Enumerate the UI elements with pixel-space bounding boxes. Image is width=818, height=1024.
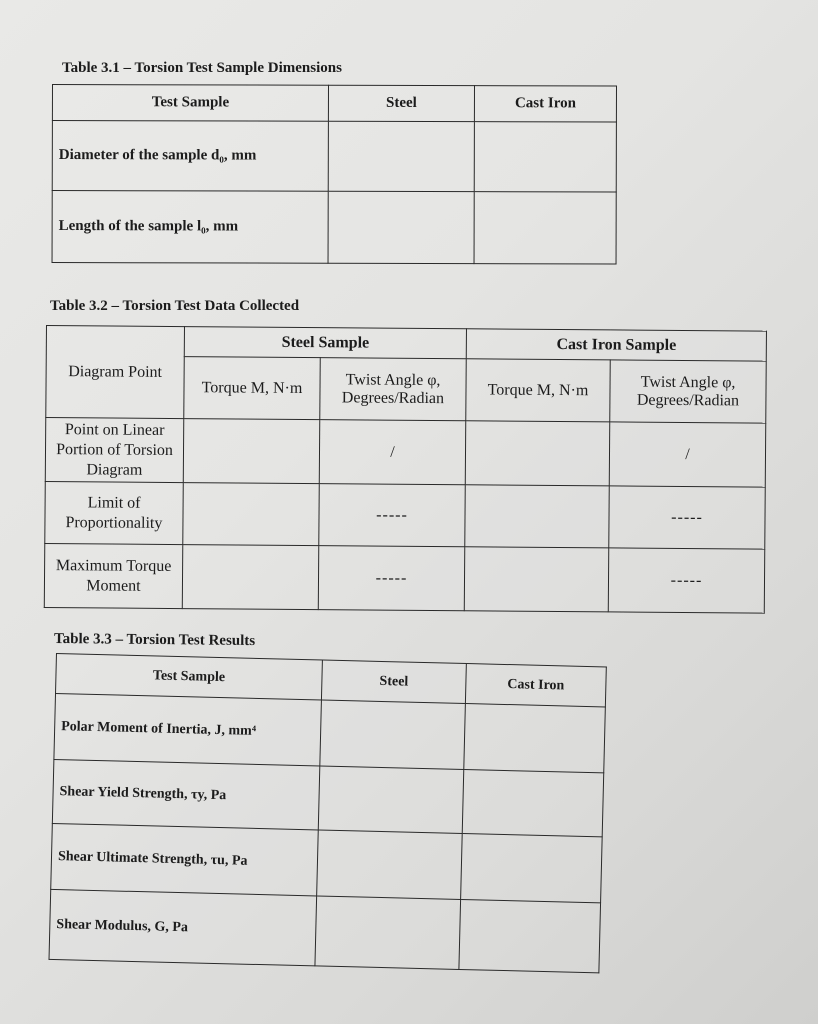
cell-proportionality-iron-torque[interactable] — [465, 485, 609, 548]
cell-modulus-cast-iron[interactable] — [459, 899, 601, 972]
header-iron-twist: Twist Angle φ, Degrees/Radian — [610, 360, 766, 423]
table2-caption: Table 3.2 – Torsion Test Data Collected — [50, 298, 300, 314]
row-polar-moment-label: Polar Moment of Inertia, J, mm⁴ — [54, 694, 322, 766]
cell-linear-steel-twist[interactable]: / — [319, 420, 466, 485]
row-max-torque-label: Maximum Torque Moment — [44, 543, 182, 608]
header-cast-iron: Cast Iron — [474, 86, 616, 122]
header-results-test-sample: Test Sample — [56, 654, 323, 700]
cell-linear-iron-twist[interactable]: / — [609, 422, 765, 487]
cell-proportionality-steel-twist: ----- — [319, 484, 465, 547]
row-shear-yield-label: Shear Yield Strength, τy, Pa — [52, 759, 319, 829]
cell-diameter-cast-iron[interactable] — [474, 122, 616, 192]
cell-max-iron-twist: ----- — [608, 548, 764, 613]
header-results-steel: Steel — [321, 660, 466, 704]
cell-linear-steel-torque[interactable] — [183, 419, 319, 484]
cell-max-steel-torque[interactable] — [182, 545, 318, 610]
row-shear-ultimate-label: Shear Ultimate Strength, τu, Pa — [51, 823, 319, 895]
cell-proportionality-iron-twist: ----- — [609, 486, 765, 549]
header-results-cast-iron: Cast Iron — [465, 664, 606, 707]
row-diameter-label: Diameter of the sample d₀, mm — [52, 121, 328, 192]
header-diagram-point: Diagram Point — [46, 326, 185, 419]
cell-linear-iron-torque[interactable] — [465, 421, 609, 486]
cell-max-iron-torque[interactable] — [464, 547, 608, 612]
cell-max-steel-twist: ----- — [318, 546, 465, 611]
header-steel-torque: Torque M, N·m — [184, 357, 320, 420]
table3-caption: Table 3.3 – Torsion Test Results — [53, 630, 256, 650]
header-steel: Steel — [328, 85, 474, 121]
cell-length-steel[interactable] — [328, 191, 474, 263]
cell-proportionality-steel-torque[interactable] — [183, 483, 319, 546]
cell-ultimate-cast-iron[interactable] — [461, 833, 603, 902]
row-length-label: Length of the sample l₀, mm — [52, 191, 328, 264]
cell-polar-steel[interactable] — [320, 700, 466, 769]
cell-polar-cast-iron[interactable] — [464, 704, 606, 773]
cell-yield-steel[interactable] — [318, 766, 464, 833]
row-proportionality-label: Limit of Proportionality — [45, 481, 183, 544]
cell-modulus-steel[interactable] — [315, 896, 461, 969]
row-shear-modulus-label: Shear Modulus, G, Pa — [49, 889, 317, 965]
table1-caption: Table 3.1 – Torsion Test Sample Dimensions — [62, 60, 342, 76]
header-steel-sample: Steel Sample — [184, 327, 466, 359]
cell-length-cast-iron[interactable] — [474, 192, 616, 264]
header-cast-iron-sample: Cast Iron Sample — [466, 329, 766, 361]
torsion-data-table — [44, 325, 767, 614]
header-iron-torque: Torque M, N·m — [466, 359, 610, 422]
header-steel-twist: Twist Angle φ, Degrees/Radian — [320, 358, 466, 421]
torsion-results-table — [48, 653, 606, 973]
cell-ultimate-steel[interactable] — [317, 830, 463, 899]
cell-diameter-steel[interactable] — [328, 121, 474, 191]
cell-yield-cast-iron[interactable] — [462, 769, 604, 836]
row-linear-portion-label: Point on Linear Portion of Torsion Diagram — [45, 418, 183, 483]
header-test-sample: Test Sample — [52, 85, 328, 122]
sample-dimensions-table — [52, 84, 617, 264]
